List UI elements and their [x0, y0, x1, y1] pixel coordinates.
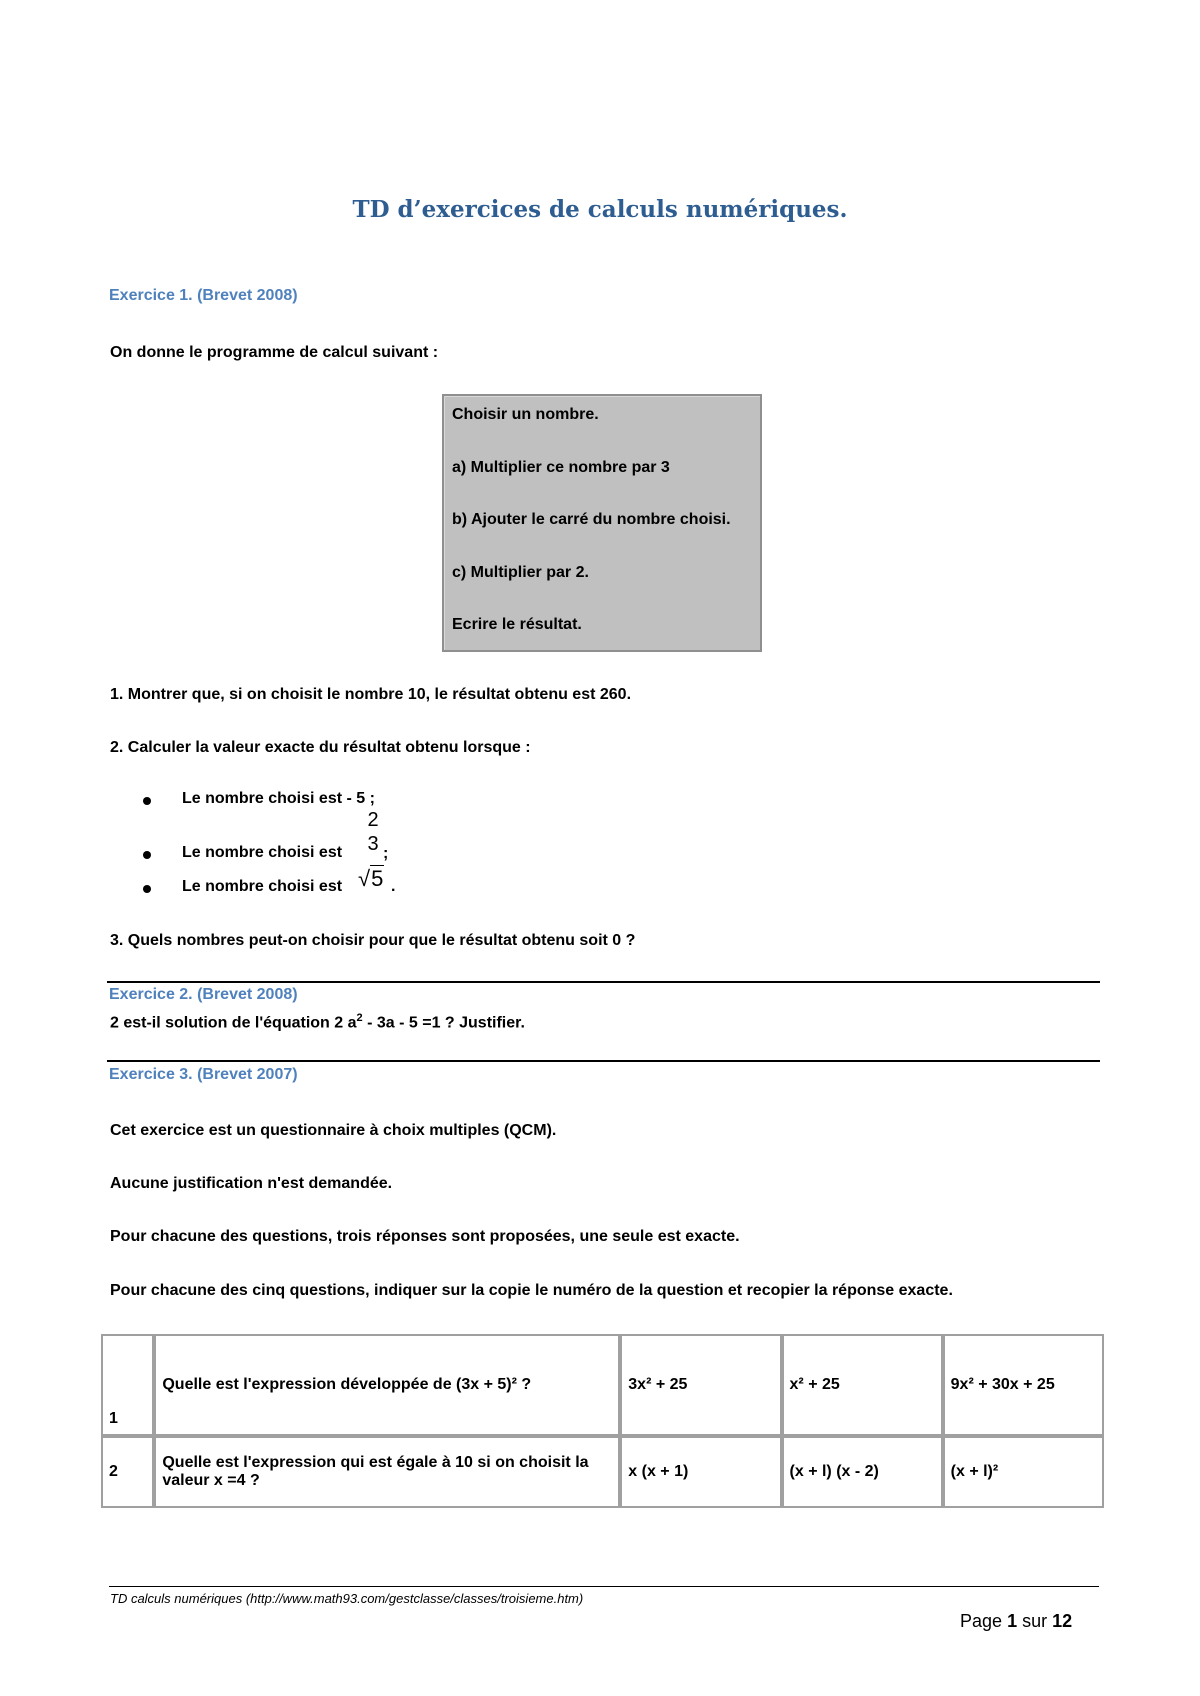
exercise-3-line: Cet exercice est un questionnaire à choix multiples (QCM). — [110, 1122, 557, 1139]
bullet-icon — [143, 885, 151, 893]
exercise-1-question-3: 3. Quels nombres peut-on choisir pour que le résultat obtenu soit 0 ? — [110, 932, 636, 949]
question-text: Quelle est l'expression qui est égale à 10 si on choisit la valeur x =4 ? — [154, 1436, 620, 1508]
page-total: 12 — [1052, 1611, 1073, 1631]
table-row — [101, 1334, 1104, 1436]
fraction-denominator: 3 — [367, 833, 379, 855]
exercise-2-text — [110, 1012, 525, 1032]
bullet-item: Le nombre choisi est — [182, 844, 343, 861]
question-text: Quelle est l'expression développée de (3x + 5)² ? — [154, 1334, 620, 1436]
exercise-2-text-start: 2 est-il solution de l'équation 2 a — [110, 1014, 357, 1032]
bullet-icon — [143, 851, 151, 859]
exercise-2-text-end: - 3a - 5 =1 ? Justifier. — [362, 1014, 525, 1032]
square-root-suffix: . — [391, 878, 396, 895]
question-number: 1 — [101, 1334, 154, 1436]
square-root-icon: √ — [358, 866, 371, 891]
qcm-table — [101, 1334, 1104, 1508]
footer-divider — [109, 1586, 1099, 1587]
square-root-five — [358, 866, 384, 892]
answer-cell: 9x² + 30x + 25 — [943, 1334, 1104, 1436]
program-step: Ecrire le résultat. — [452, 616, 582, 633]
exercise-2-exponent: 2 — [356, 1012, 363, 1024]
answer-cell: (x + l)² — [943, 1436, 1104, 1508]
bullet-item: Le nombre choisi est - 5 ; — [182, 790, 375, 807]
answer-cell: x (x + 1) — [620, 1436, 781, 1508]
page-number — [960, 1611, 1072, 1632]
calculation-program-box — [442, 394, 762, 652]
question-number: 2 — [101, 1436, 154, 1508]
section-divider — [107, 981, 1100, 983]
exercise-1-intro: On donne le programme de calcul suivant : — [110, 344, 439, 361]
exercise-3-line: Aucune justification n'est demandée. — [110, 1175, 393, 1192]
program-step: Choisir un nombre. — [452, 406, 599, 423]
page-separator: sur — [1022, 1611, 1048, 1631]
exercise-1-question-1: 1. Montrer que, si on choisit le nombre 10, le résultat obtenu est 260. — [110, 686, 632, 703]
footer-source: TD calculs numériques (http://www.math93.com/gestclasse/classes/troisieme.htm) — [110, 1591, 584, 1606]
square-root-value: 5 — [371, 866, 384, 891]
answer-cell: x² + 25 — [782, 1334, 943, 1436]
exercise-3-line: Pour chacune des questions, trois réponses sont proposées, une seule est exacte. — [110, 1228, 740, 1245]
section-divider — [107, 1060, 1100, 1062]
bullet-icon — [143, 797, 151, 805]
answer-cell: 3x² + 25 — [620, 1334, 781, 1436]
bullet-item: Le nombre choisi est — [182, 878, 343, 895]
page-label: Page — [960, 1611, 1003, 1631]
page-title: TD d’exercices de calculs numériques. — [352, 196, 848, 223]
program-step: b) Ajouter le carré du nombre choisi. — [452, 511, 731, 528]
exercise-1-heading: Exercice 1. (Brevet 2008) — [109, 287, 298, 304]
table-row — [101, 1436, 1104, 1508]
exercise-2-heading: Exercice 2. (Brevet 2008) — [109, 986, 298, 1003]
page-current: 1 — [1007, 1611, 1018, 1631]
fraction-suffix: ; — [383, 845, 389, 862]
program-step: a) Multiplier ce nombre par 3 — [452, 459, 670, 476]
exercise-1-question-2: 2. Calculer la valeur exacte du résultat obtenu lorsque : — [110, 739, 531, 756]
exercise-3-heading: Exercice 3. (Brevet 2007) — [109, 1066, 298, 1083]
fraction-numerator: 2 — [367, 809, 379, 831]
answer-cell: (x + l) (x - 2) — [782, 1436, 943, 1508]
exercise-3-line: Pour chacune des cinq questions, indiquer sur la copie le numéro de la question et recopier la réponse exacte. — [110, 1282, 953, 1299]
program-step: c) Multiplier par 2. — [452, 564, 589, 581]
